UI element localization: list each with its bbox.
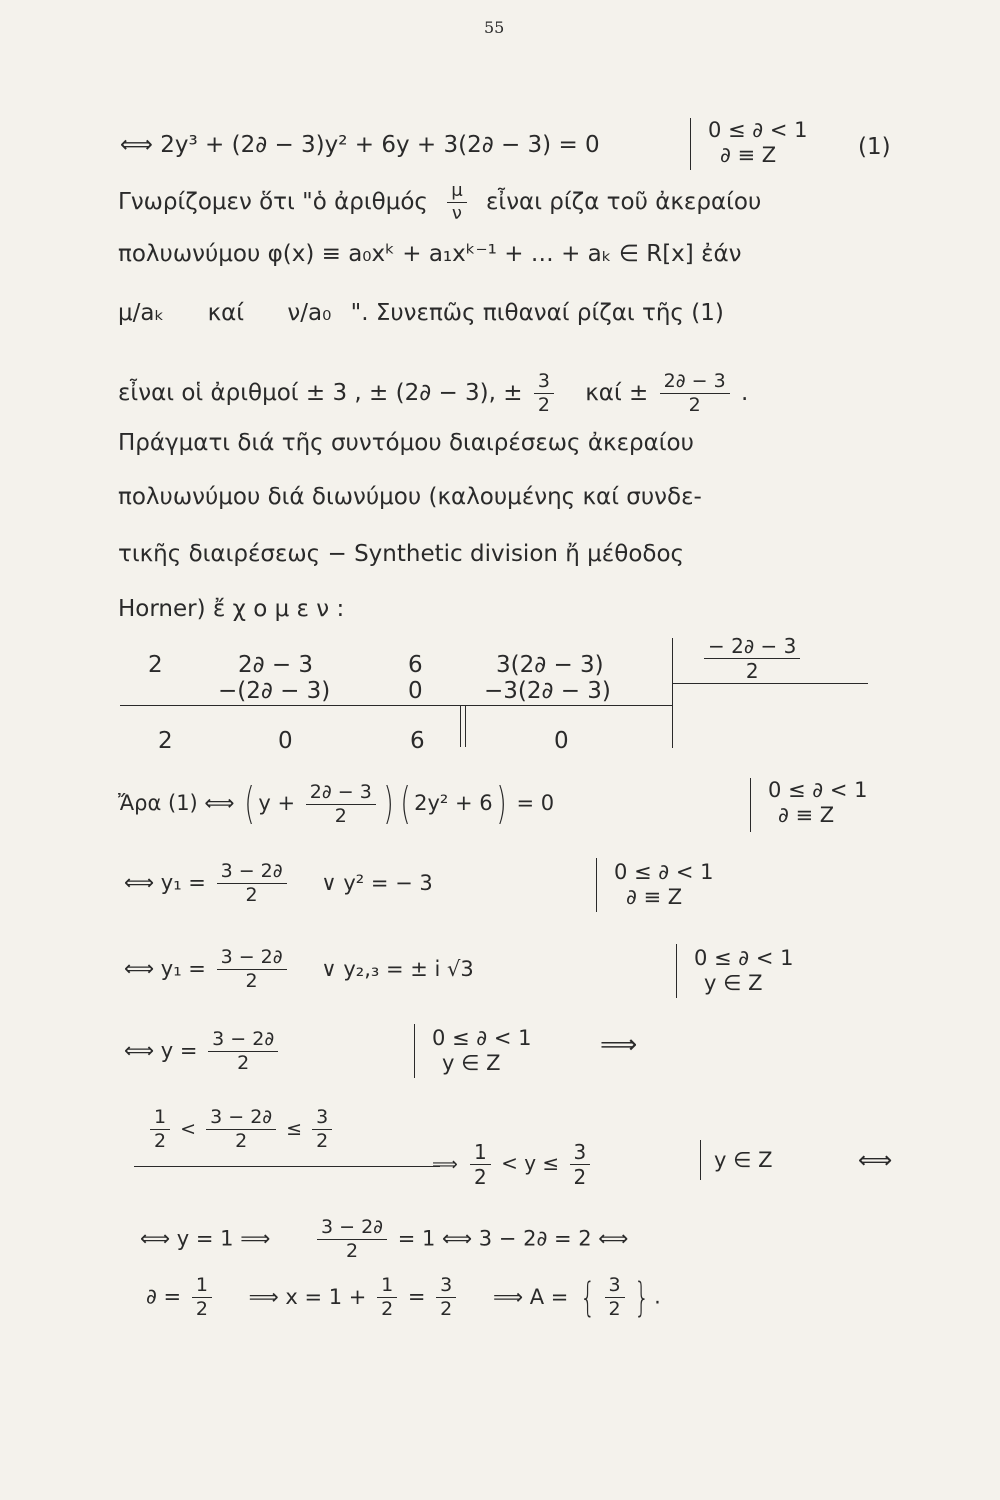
- numerator: 3: [312, 1108, 332, 1130]
- division-line: [120, 705, 672, 706]
- numerator: − 2∂ − 3: [704, 636, 800, 659]
- cell: 2∂ − 3: [238, 652, 314, 678]
- condition: y ∈ Z: [704, 971, 763, 996]
- numerator: 1: [470, 1142, 491, 1165]
- fraction: [317, 1218, 387, 1261]
- numerator: 2∂ − 3: [660, 372, 730, 394]
- condition-bar: [690, 118, 691, 170]
- denominator: 2: [245, 884, 258, 906]
- denominator: 2: [745, 659, 759, 683]
- fraction: [605, 1276, 625, 1319]
- text: ≤: [286, 1118, 303, 1140]
- text-line-9: Horner) ἔ χ ο μ ε ν :: [118, 596, 345, 622]
- cell: 3(2∂ − 3): [496, 652, 604, 678]
- text-line-7: πολυωνύμου διά διωνύμου (καλουμένης καί συνδε-: [118, 484, 702, 510]
- text-line-3: πολυωνύμου φ(x) ≡ a₀xᵏ + a₁xᵏ⁻¹ + … + aₖ ∈ R[x] ἐάν: [118, 241, 742, 267]
- denominator: ν: [451, 203, 462, 224]
- text: .: [740, 380, 749, 406]
- fraction: [534, 372, 554, 415]
- fraction: [208, 1030, 278, 1073]
- numerator: 1: [192, 1276, 212, 1298]
- step-6: [140, 1218, 628, 1261]
- numerator: 3 − 2∂: [317, 1218, 387, 1240]
- text: Ἄρα (1) ⟺: [118, 791, 235, 815]
- denominator: 2: [537, 394, 550, 416]
- long-arrow-shaft: [134, 1166, 440, 1167]
- ratio-mu-ak: μ/aₖ: [118, 300, 165, 326]
- condition: 0 ≤ ∂ < 1: [768, 778, 868, 802]
- text: ⟺ y₁ =: [124, 870, 206, 895]
- numerator: μ: [447, 182, 466, 203]
- condition: ∂ ≡ Z: [778, 803, 835, 828]
- condition-1: 0 ≤ ∂ < 1: [708, 118, 808, 142]
- condition-bar: [700, 1140, 701, 1180]
- step-4: [124, 1030, 282, 1073]
- fraction: [206, 1108, 276, 1151]
- condition: 0 ≤ ∂ < 1: [694, 946, 794, 970]
- condition-bar: [750, 778, 751, 832]
- numerator: 1: [150, 1108, 170, 1130]
- denominator: 2: [474, 1165, 487, 1189]
- condition: y ∈ Z: [714, 1148, 773, 1172]
- fraction: [150, 1108, 170, 1151]
- condition: y ∈ Z: [442, 1051, 501, 1076]
- equation-tag: (1): [858, 134, 891, 160]
- text: ⟹ A =: [492, 1284, 569, 1309]
- divisor: [700, 636, 804, 681]
- condition: 0 ≤ ∂ < 1: [614, 860, 714, 884]
- cell: −(2∂ − 3): [218, 678, 331, 704]
- implies-arrow: ⟹: [600, 1030, 638, 1060]
- cell: 2: [158, 728, 173, 754]
- condition-block: [768, 778, 867, 828]
- text: ⟹ x = 1 +: [248, 1284, 367, 1309]
- text-line-8: τικῆς διαιρέσεως − Synthetic division ἤ μέθοδος: [118, 541, 685, 567]
- condition-block: [432, 1026, 531, 1076]
- brace-right: }: [633, 1274, 649, 1321]
- text: ⟺ y =: [124, 1038, 198, 1063]
- denominator: 2: [608, 1298, 621, 1320]
- text-line-2: [118, 182, 761, 223]
- numerator: 3: [436, 1276, 456, 1298]
- denominator: 2: [440, 1298, 453, 1320]
- condition-bar: [596, 858, 597, 912]
- numerator: 3: [534, 372, 554, 394]
- text-line-5: [118, 372, 748, 415]
- text: < y ≤: [501, 1151, 560, 1175]
- text-line-4: [118, 302, 724, 325]
- text: 2y² + 6: [414, 791, 493, 815]
- paren-left: (: [400, 778, 411, 829]
- step-5-result: [466, 1142, 594, 1187]
- denominator: 2: [245, 970, 258, 992]
- condition-block: [694, 946, 793, 996]
- text: <: [180, 1118, 197, 1140]
- numerator: 3 − 2∂: [217, 948, 287, 970]
- numerator: 2∂ − 3: [306, 783, 376, 805]
- text: ∨ y₂,₃ = ± i √3: [321, 956, 474, 981]
- text: καί ±: [585, 380, 649, 406]
- fraction: [570, 1142, 591, 1187]
- condition-block: [708, 118, 807, 168]
- cell: 2: [148, 652, 163, 678]
- denominator: 2: [688, 394, 701, 416]
- fraction: [704, 636, 800, 681]
- denominator: 2: [345, 1240, 359, 1262]
- text: .: [654, 1284, 661, 1309]
- text: εἶναι οἱ ἀριθμοί ± 3 , ± (2∂ − 3), ±: [118, 380, 523, 406]
- denominator: 2: [235, 1130, 248, 1152]
- condition: ∂ ≡ Z: [626, 885, 683, 910]
- iff-arrow: ⟺: [858, 1146, 893, 1174]
- remainder-separator: [460, 705, 461, 747]
- text: y +: [258, 791, 296, 815]
- cell: 0: [554, 728, 569, 754]
- paren-right: ): [383, 778, 394, 829]
- step-1: [118, 778, 555, 829]
- cell: 6: [408, 652, 423, 678]
- numerator: 3: [605, 1276, 625, 1298]
- cell: −3(2∂ − 3): [484, 678, 611, 704]
- numerator: 3 − 2∂: [208, 1030, 278, 1052]
- cell: 0: [278, 728, 293, 754]
- divisor-bar: [672, 638, 673, 748]
- brace-left: {: [580, 1274, 596, 1321]
- denominator: 2: [154, 1130, 167, 1152]
- fraction: [436, 1276, 456, 1319]
- paren-right: ): [496, 778, 507, 829]
- text: = 1 ⟺ 3 − 2∂ = 2 ⟺: [397, 1226, 629, 1251]
- step-2: [124, 862, 433, 905]
- text: = 0: [516, 791, 555, 815]
- numerator: 3: [570, 1142, 591, 1165]
- arrow-head: ⟹: [432, 1154, 458, 1175]
- denominator: 2: [573, 1165, 587, 1189]
- page-number: 55: [484, 18, 505, 37]
- text: ∨ y² = − 3: [321, 870, 433, 895]
- text: =: [407, 1284, 426, 1309]
- denominator: 2: [195, 1298, 208, 1320]
- fraction-mu-nu: [447, 182, 466, 223]
- fraction: [377, 1276, 397, 1319]
- fraction: [192, 1276, 212, 1319]
- denominator: 2: [381, 1298, 394, 1320]
- text: εἶναι ρίζα τοῦ ἀκεραίου: [485, 189, 762, 215]
- cell: 6: [410, 728, 425, 754]
- ratio-nu-a0: ν/a₀: [287, 300, 332, 326]
- fraction: [470, 1142, 491, 1187]
- fraction: [660, 372, 730, 415]
- numerator: 1: [377, 1276, 397, 1298]
- text: Γνωρίζομεν ὅτι "ὁ ἀριθμός: [118, 189, 428, 215]
- step-5-inequality: [146, 1108, 336, 1151]
- fraction: [217, 862, 287, 905]
- text: ∂ =: [146, 1284, 182, 1309]
- text: ⟺ y = 1 ⟹: [140, 1226, 271, 1251]
- condition-bar: [414, 1024, 415, 1078]
- step-7: [146, 1276, 661, 1319]
- fraction: [306, 780, 376, 827]
- cell: 0: [408, 678, 423, 704]
- condition-bar: [676, 944, 677, 998]
- numerator: 3 − 2∂: [217, 862, 287, 884]
- text: καί: [207, 300, 245, 326]
- equation-line-1: ⟺ 2y³ + (2∂ − 3)y² + 6y + 3(2∂ − 3) = 0: [120, 132, 600, 158]
- condition-block: [614, 860, 713, 910]
- divisor-underline: [672, 683, 868, 684]
- condition: 0 ≤ ∂ < 1: [432, 1026, 532, 1050]
- remainder-separator: [465, 705, 466, 747]
- fraction: [217, 948, 287, 991]
- step-3: [124, 948, 474, 991]
- text: ⟺ y₁ =: [124, 956, 206, 981]
- condition-2: ∂ ≡ Z: [720, 143, 777, 168]
- paren-left: (: [244, 778, 255, 829]
- text-line-6: Πράγματι διά τῆς συντόμου διαιρέσεως ἀκεραίου: [118, 430, 694, 456]
- denominator: 2: [237, 1052, 250, 1074]
- fraction: [312, 1108, 332, 1151]
- numerator: 3 − 2∂: [206, 1108, 276, 1130]
- denominator: 2: [316, 1130, 329, 1152]
- denominator: 2: [334, 804, 347, 827]
- text: ". Συνεπῶς πιθαναί ρίζαι τῆς (1): [350, 300, 724, 326]
